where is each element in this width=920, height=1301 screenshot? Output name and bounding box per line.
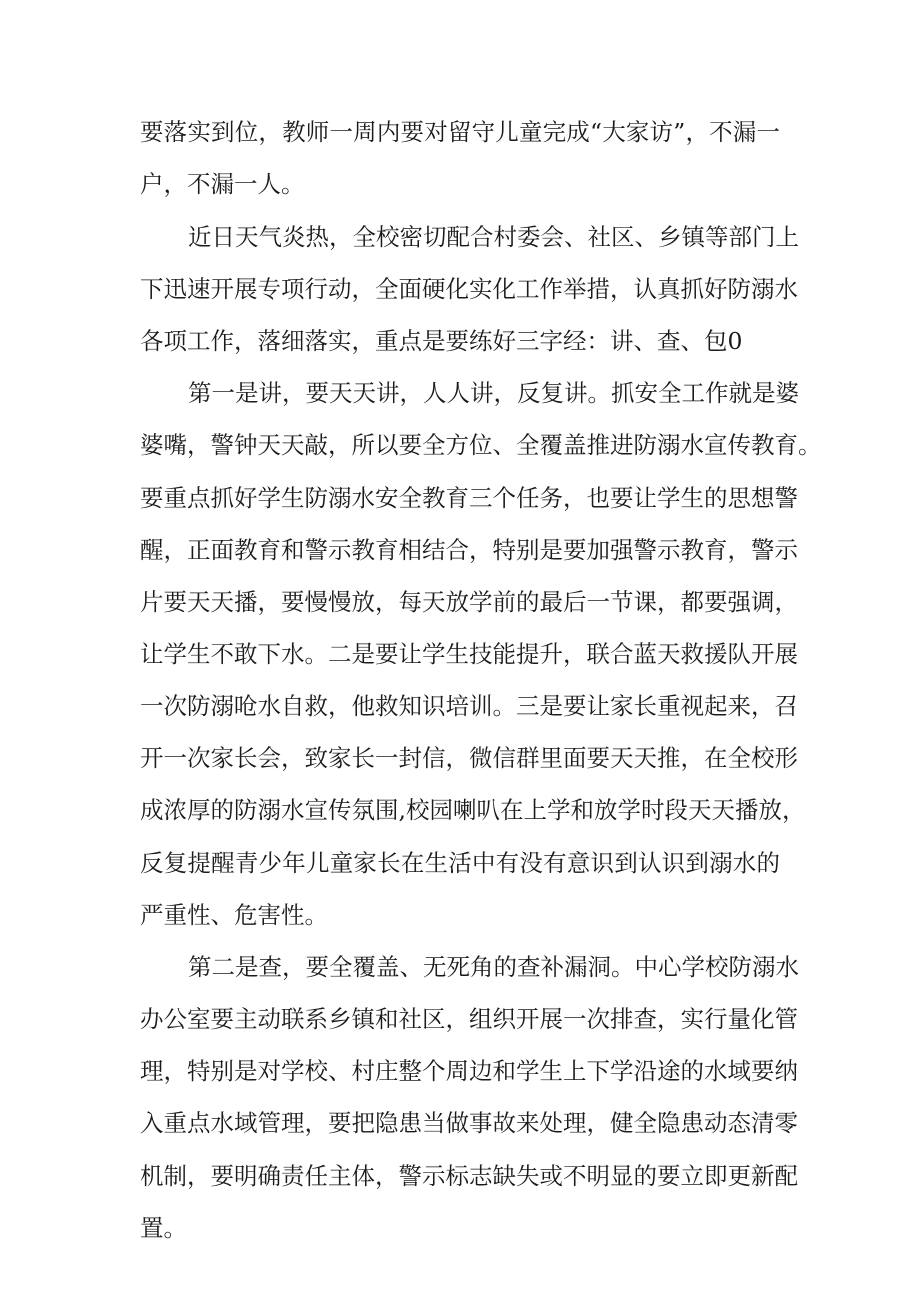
text-line: 严重性、危害性。 (140, 901, 328, 929)
text-line: 户，不漏一人。 (140, 170, 305, 198)
text-line: 反复提醒青少年儿童家长在生活中有没有意识到认识到溺水的 (140, 849, 780, 877)
paragraph-first-line: 第二是查，要全覆盖、无死角的查补漏洞。中心学校防溺水 (188, 953, 799, 981)
paragraph-first-line: 第一是讲，要天天讲，人人讲，反复讲。抓安全工作就是婆 (188, 379, 799, 407)
text-line: 让学生不敢下水。二是要让学生技能提升，联合蓝天救援队开展 (140, 640, 798, 668)
text-line: 醒，正面教育和警示教育相结合，特别是要加强警示教育，警示 (140, 536, 798, 564)
text-line: 成浓厚的防溺水宣传氛围,校园喇叭在上学和放学时段天天播放， (140, 796, 806, 824)
text-line: 办公室要主动联系乡镇和社区，组织开展一次排查，实行量化管 (140, 1005, 798, 1033)
text-line: 置。 (140, 1214, 187, 1242)
text-line: 下迅速开展专项行动，全面硬化实化工作举措，认真抓好防溺水 (140, 275, 798, 303)
text-line: 要落实到位，教师一周内要对留守儿童完成“大家访”，不漏一 (140, 118, 780, 146)
text-line: 一次防溺呛水自救，他救知识培训。三是要让家长重视起来，召 (140, 692, 798, 720)
text-line: 开一次家长会，致家长一封信，微信群里面要天天推，在全校形 (140, 744, 798, 772)
text-line: 理，特别是对学校、村庄整个周边和学生上下学沿途的水域要纳 (140, 1057, 798, 1085)
paragraph-first-line: 近日天气炎热，全校密切配合村委会、社区、乡镇等部门上 (188, 223, 799, 251)
text-line: 各项工作，落细落实，重点是要练好三字经：讲、查、包0 (140, 327, 743, 355)
text-line: 片要天天播，要慢慢放，每天放学前的最后一节课，都要强调， (140, 588, 798, 616)
text-line: 机制，要明确责任主体，警示标志缺失或不明显的要立即更新配 (140, 1162, 798, 1190)
text-line: 婆嘴，警钟天天敲，所以要全方位、全覆盖推进防溺水宣传教育。 (140, 431, 822, 459)
text-line: 入重点水域管理，要把隐患当做事故来处理，健全隐患动态清零 (140, 1109, 798, 1137)
text-line: 要重点抓好学生防溺水安全教育三个任务，也要让学生的思想警 (140, 484, 798, 512)
